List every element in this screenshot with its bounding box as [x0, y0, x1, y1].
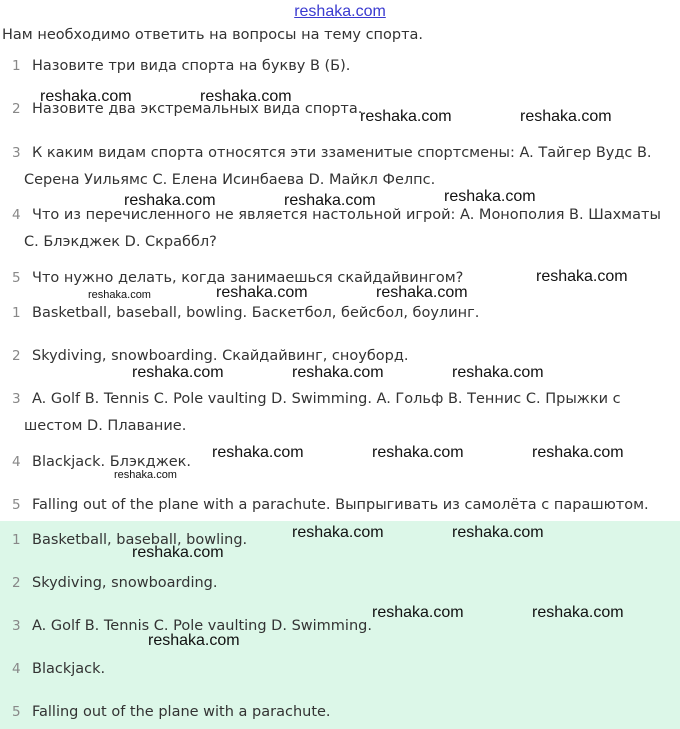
watermark: reshaka.com	[284, 192, 376, 209]
answer-number: 1	[12, 305, 21, 321]
answer-text: Falling out of the plane with a parachute.	[32, 704, 331, 720]
answer-text: Blackjack.	[32, 661, 106, 677]
answer-number: 2	[12, 348, 21, 364]
watermark: reshaka.com	[452, 524, 544, 541]
answer-number: 4	[12, 661, 21, 677]
question-number: 3	[12, 145, 21, 161]
answer-text: Skydiving, snowboarding.	[32, 575, 218, 591]
watermark: reshaka.com	[132, 544, 224, 561]
answer-ru-3	[0, 386, 680, 440]
answer-number: 3	[12, 618, 21, 634]
answer-en-4	[0, 656, 680, 683]
watermark: reshaka.com	[40, 88, 132, 105]
watermark: reshaka.com	[376, 284, 468, 301]
answer-number: 1	[12, 532, 21, 548]
watermark: reshaka.com	[114, 469, 177, 481]
watermark: reshaka.com	[292, 524, 384, 541]
watermark: reshaka.com	[148, 632, 240, 649]
watermark: reshaka.com	[372, 604, 464, 621]
answer-number: 5	[12, 497, 21, 513]
watermark: reshaka.com	[452, 364, 544, 381]
answer-text: A. Golf B. Tennis C. Pole vaulting D. Swimming. A. Гольф B. Теннис C. Прыжки с шестом D. Плавание.	[24, 391, 621, 434]
question-text: Что из перечисленного не является настольной игрой: A. Монополия B. Шахматы C. Блэкджек D. Скраббл?	[24, 207, 661, 250]
watermark: reshaka.com	[532, 604, 624, 621]
watermark: reshaka.com	[372, 444, 464, 461]
question-number: 2	[12, 101, 21, 117]
watermark: reshaka.com	[360, 108, 452, 125]
question-number: 1	[12, 58, 21, 74]
question-text: Назовите три вида спорта на букву В (Б).	[32, 58, 351, 74]
answer-en-2	[0, 570, 680, 597]
site-header-link[interactable]: reshaka.com	[294, 3, 386, 20]
answer-ru-5	[0, 492, 680, 519]
question-text: К каким видам спорта относятся эти ззаменитые спортсмены: A. Тайгер Вудс B. Серена Уильямс C. Елена Исинбаева D. Майкл Фелпс.	[24, 145, 652, 188]
answer-number: 3	[12, 391, 21, 407]
watermark: reshaka.com	[536, 268, 628, 285]
watermark: reshaka.com	[532, 444, 624, 461]
watermark: reshaka.com	[200, 88, 292, 105]
watermark: reshaka.com	[520, 108, 612, 125]
intro-text: Нам необходимо ответить на вопросы на тему спорта.	[2, 27, 424, 43]
answer-text: Falling out of the plane with a parachute. Выпрыгивать из самолёта с парашютом.	[32, 497, 649, 513]
watermark: reshaka.com	[88, 289, 151, 301]
watermark: reshaka.com	[212, 444, 304, 461]
watermark: reshaka.com	[216, 284, 308, 301]
watermark: reshaka.com	[124, 192, 216, 209]
answer-en-5	[0, 699, 680, 726]
question-number: 4	[12, 207, 21, 223]
question-number: 5	[12, 270, 21, 286]
question-text: Назовите два экстремальных вида спорта.	[32, 101, 363, 117]
watermark: reshaka.com	[292, 364, 384, 381]
answer-text: Blackjack. Блэкджек.	[32, 454, 192, 470]
answer-text: A. Golf B. Tennis C. Pole vaulting D. Swimming.	[32, 618, 372, 634]
answer-text: Basketball, baseball, bowling. Баскетбол, бейсбол, боулинг.	[32, 305, 480, 321]
question-3	[0, 140, 680, 194]
answer-text: Skydiving, snowboarding. Скайдайвинг, сноуборд.	[32, 348, 409, 364]
answer-number: 2	[12, 575, 21, 591]
answer-number: 4	[12, 454, 21, 470]
watermark: reshaka.com	[132, 364, 224, 381]
question-text: Что нужно делать, когда занимаешься скайдайвингом?	[32, 270, 464, 286]
question-1	[0, 53, 680, 80]
watermark: reshaka.com	[444, 188, 536, 205]
question-4	[0, 202, 680, 256]
answer-number: 5	[12, 704, 21, 720]
answer-text: Basketball, baseball, bowling.	[32, 532, 248, 548]
answer-ru-1	[0, 300, 680, 327]
